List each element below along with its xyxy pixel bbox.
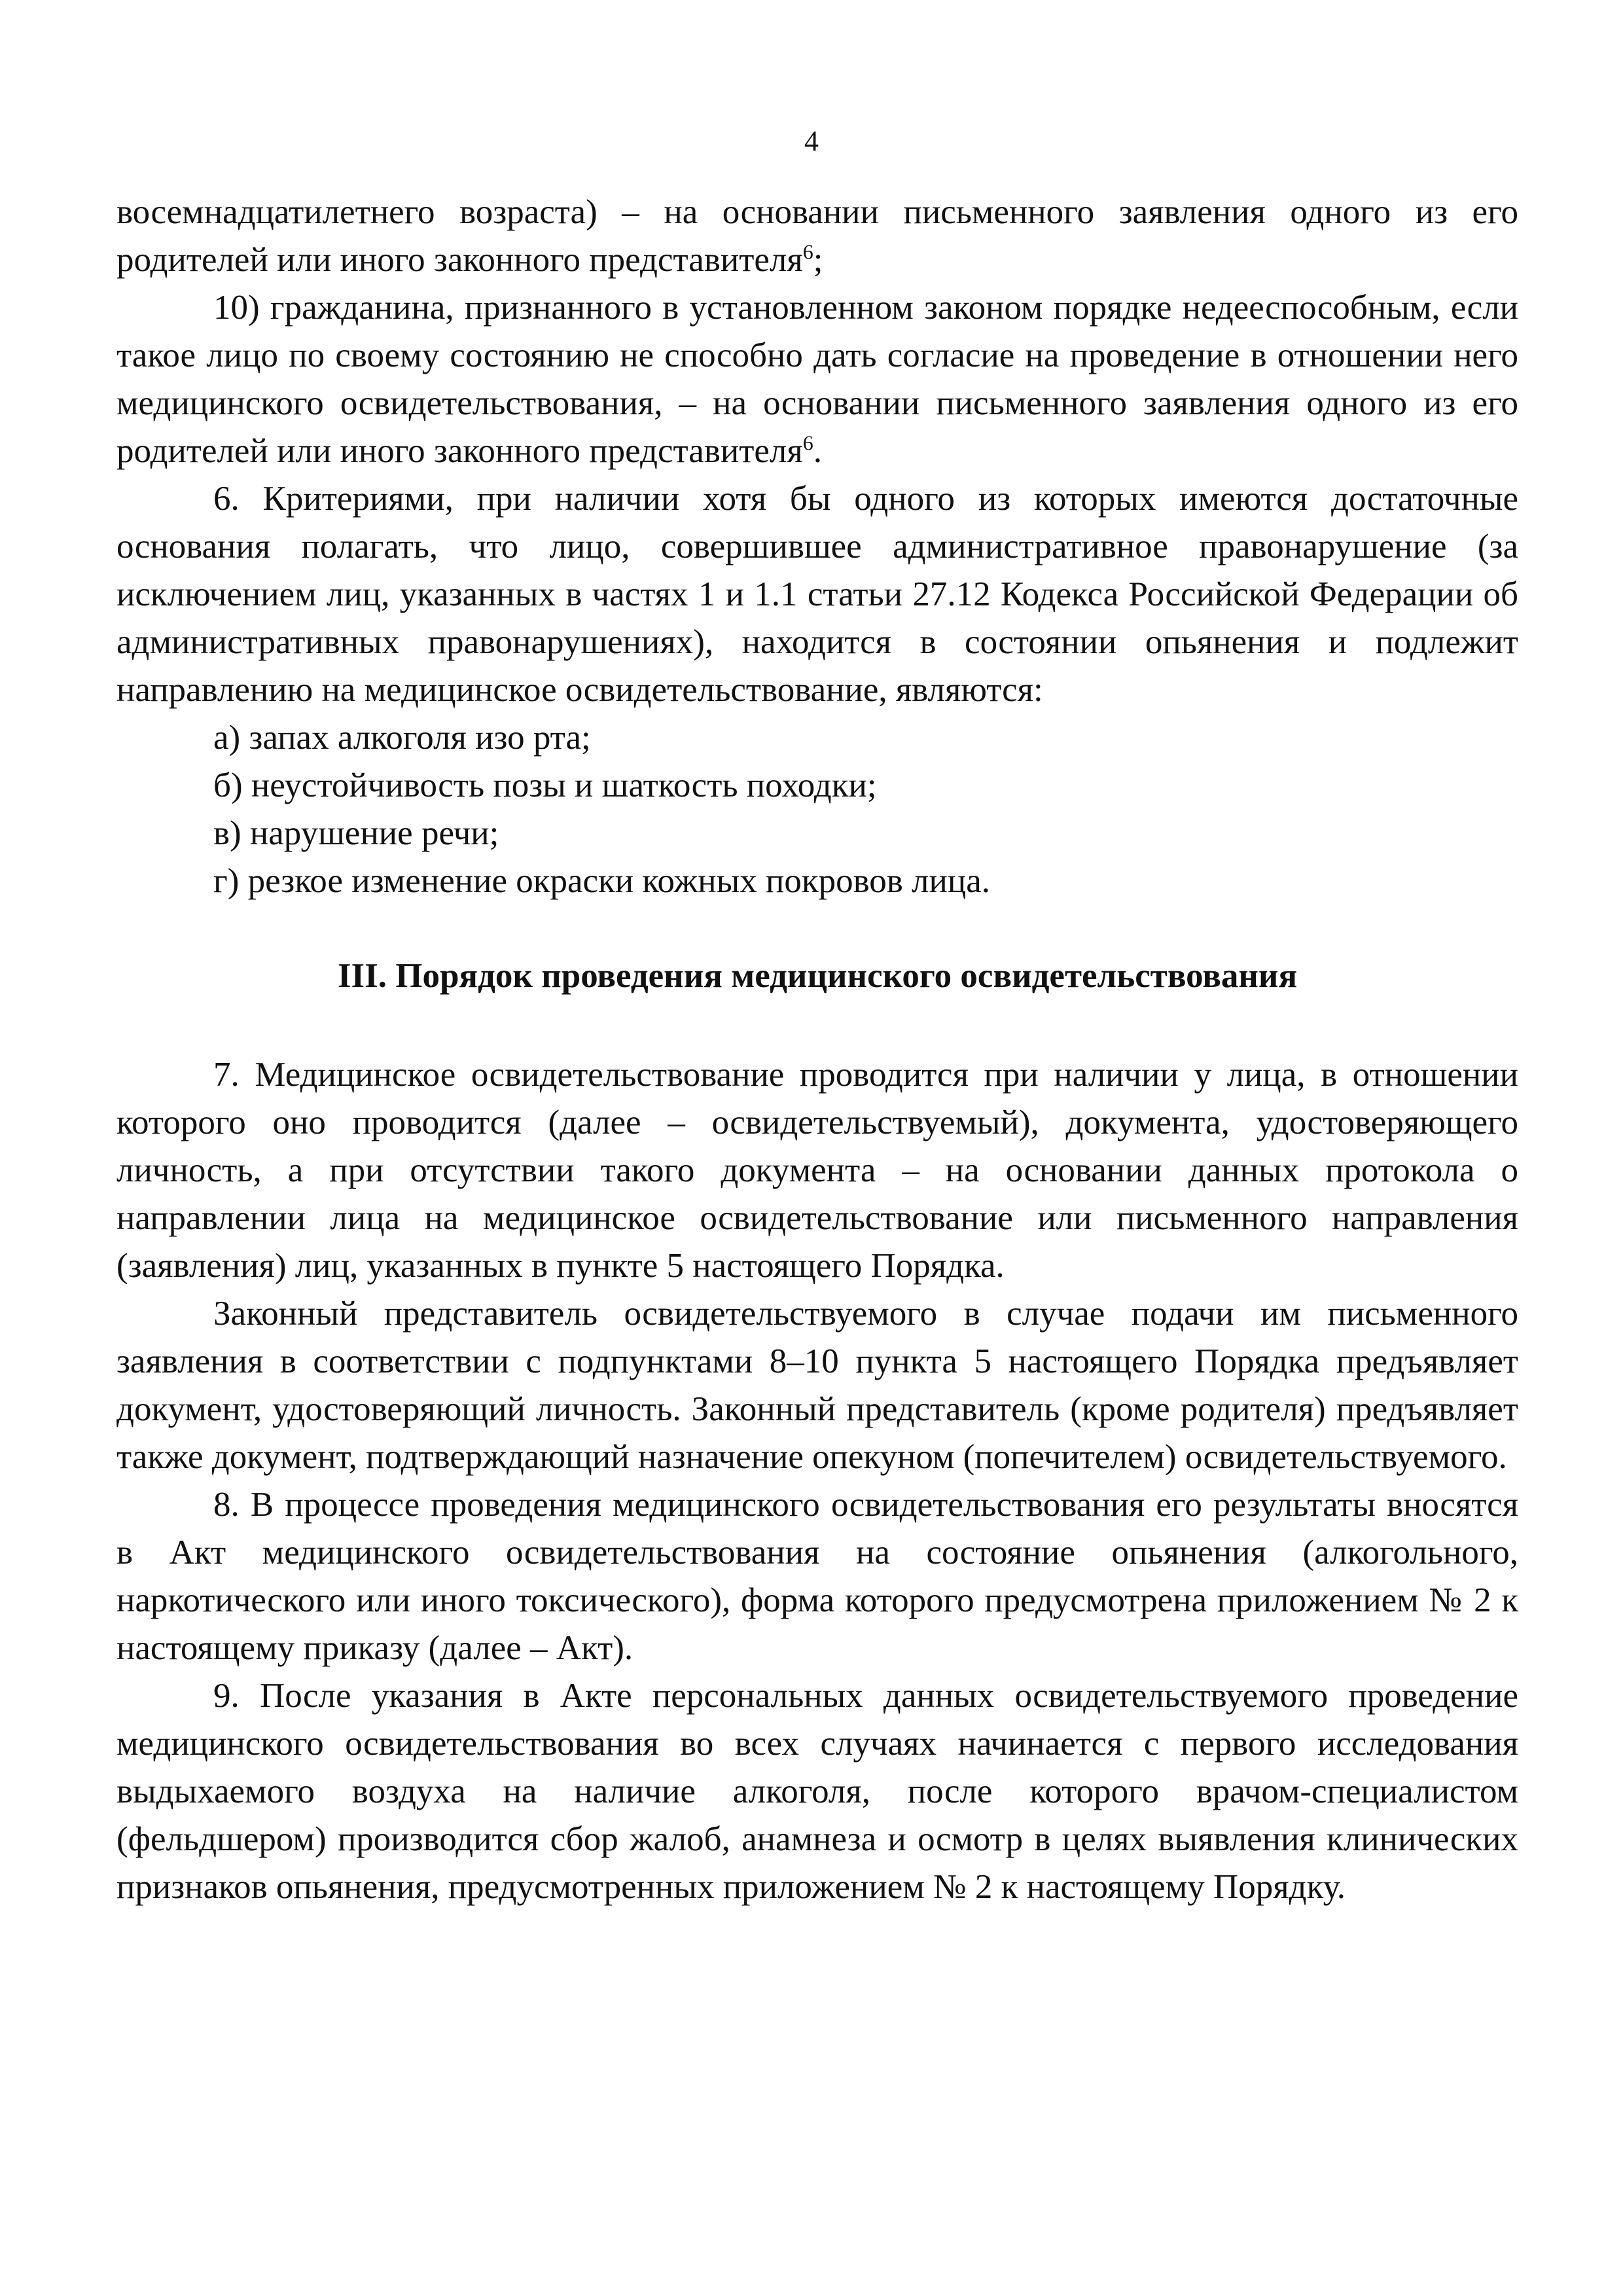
- footnote-marker: 6: [802, 431, 813, 455]
- section-heading: III. Порядок проведения медицинского освидетельствования: [337, 957, 1298, 995]
- document-body: [116, 188, 1518, 1911]
- criteria-item-a: а) запах алкоголя изо рта;: [213, 719, 591, 757]
- paragraph-legal-representative: Законный представитель освидетельствуемого в случае подачи им письменного заявления в соответствии с подпунктами 8–10 пункта 5 настоящего Порядка предъявляет документ, удостоверяющий личность. Законный представитель (кроме родителя) предъявляет также документ, подтверждающий назначение опекуном (попечителем) освидетельствуемого.: [116, 1295, 1518, 1476]
- paragraph-item-10: [116, 284, 1518, 475]
- paragraph-clause-7: 7. Медицинское освидетельствование проводится при наличии у лица, в отношении которого оно проводится (далее – освидетельствуемый), документа, удостоверяющего личность, а при отсутствии такого документа – на основании данных протокола о направлении лица на медицинское освидетельствование или письменного направления (заявления) лиц, указанных в пункте 5 настоящего Порядка.: [116, 1056, 1518, 1285]
- footnote-marker: 6: [802, 240, 813, 264]
- criteria-item-c: в) нарушение речи;: [213, 814, 499, 852]
- paragraph-tail: .: [813, 432, 822, 470]
- paragraph-text: восемнадцатилетнего возраста) – на основании письменного заявления одного из его родителей или иного законного представителя: [116, 193, 1518, 279]
- paragraph-clause-8: 8. В процессе проведения медицинского освидетельствования его результаты вносятся в Акт медицинского освидетельствования на состояние опьянения (алкогольного, наркотического или иного токсического), форма которого предусмотрена приложением № 2 к настоящему приказу (далее – Акт).: [116, 1486, 1518, 1667]
- paragraph-clause-6: 6. Критериями, при наличии хотя бы одного из которых имеются достаточные основания полагать, что лицо, совершившее административное правонарушение (за исключением лиц, указанных в частях 1 и 1.1 статьи 27.12 Кодекса Российской Федерации об административных правонарушениях), находится в состоянии опьянения и подлежит направлению на медицинское освидетельствование, являются:: [116, 480, 1518, 709]
- criteria-item-b: б) неустойчивость позы и шаткость походки;: [213, 766, 877, 804]
- page-number: 4: [804, 125, 819, 157]
- paragraph-tail: ;: [813, 241, 823, 279]
- paragraph-age-consent: [116, 188, 1518, 284]
- paragraph-clause-9: 9. После указания в Акте персональных данных освидетельствуемого проведение медицинского освидетельствования во всех случаях начинается с первого исследования выдыхаемого воздуха на наличие алкоголя, после которого врачом-специалистом (фельдшером) производится сбор жалоб, анамнеза и осмотр в целях выявления клинических признаков опьянения, предусмотренных приложением № 2 к настоящему Порядку.: [116, 1677, 1518, 1906]
- paragraph-text: 10) гражданина, признанного в установленном законом порядке недееспособным, если такое лицо по своему состоянию не способно дать согласие на проведение в отношении него медицинского освидетельствования, – на основании письменного заявления одного из его родителей или иного законного представителя: [116, 289, 1518, 470]
- criteria-item-d: г) резкое изменение окраски кожных покровов лица.: [213, 862, 990, 900]
